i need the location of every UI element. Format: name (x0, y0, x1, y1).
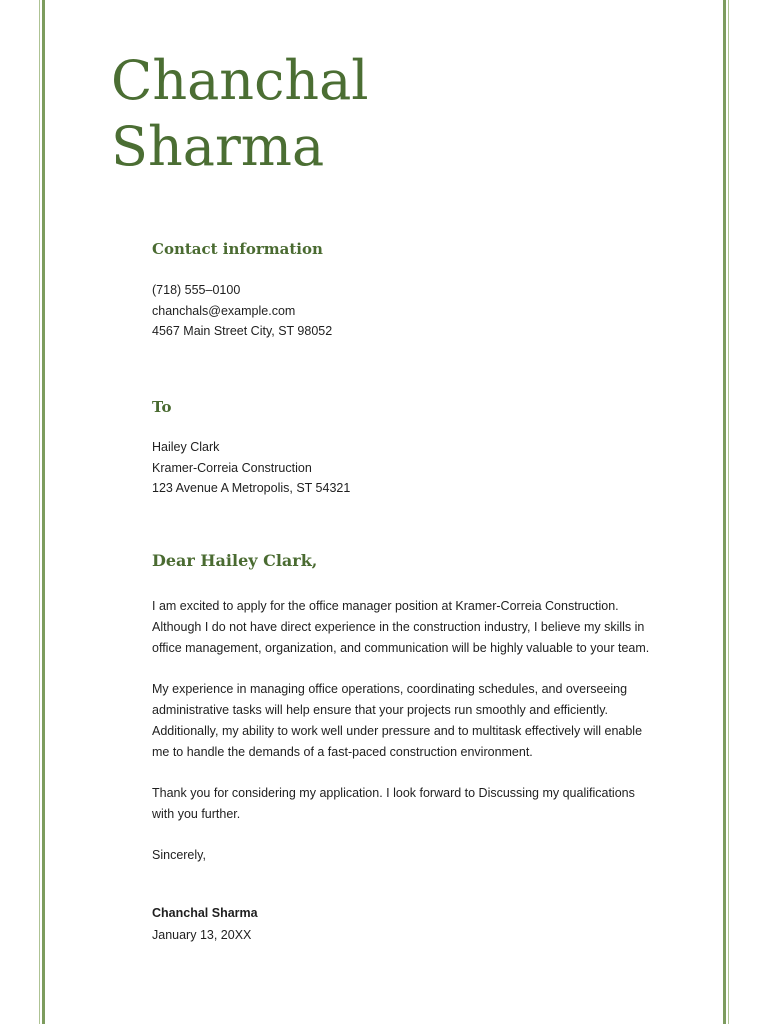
body-paragraph-3: Thank you for considering my application. I look forward to Discussing my qualifications with you further. (152, 786, 635, 821)
contact-information-heading: Contact information (152, 240, 323, 258)
closing: Sincerely, (152, 848, 206, 862)
salutation: Dear Hailey Clark, (152, 551, 318, 570)
frame-line-left-outer (39, 0, 40, 1024)
recipient-heading: To (152, 398, 172, 416)
recipient-name: Hailey Clark (152, 440, 220, 454)
recipient-company: Kramer-Correia Construction (152, 460, 312, 475)
contact-address: 4567 Main Street City, ST 98052 (152, 324, 333, 338)
body-paragraph-2: My experience in managing office operations, coordinating schedules, and overseeing administrative tasks will help ensure that your projects run smoothly and efficiently. Additionally, my ability to work well under pressure and to multitask effectively will enable me to handle the demands of a fast-paced construction environment. (152, 682, 643, 759)
recipient-details (152, 437, 672, 499)
signature-date: January 13, 20XX (152, 928, 252, 942)
contact-details (152, 280, 672, 342)
frame-line-left-inner (42, 0, 45, 1024)
body-paragraph-1: I am excited to apply for the office manager position at Kramer-Correia Construction. Although I do not have direct experience in the construction industry, I believe my skills in office management, organization, and communication will be highly valuable to your team. (152, 599, 650, 655)
author-name-line2: Sharma (111, 115, 325, 178)
author-name-line1: Chanchal (111, 49, 369, 112)
frame-line-right-outer (728, 0, 729, 1024)
contact-email: chanchals@example.com (152, 303, 296, 318)
signature-name: Chanchal Sharma (152, 906, 258, 920)
contact-phone: (718) 555–0100 (152, 283, 241, 297)
recipient-address: 123 Avenue A Metropolis, ST 54321 (152, 481, 351, 495)
author-name-title (111, 48, 369, 180)
frame-line-right-inner (723, 0, 726, 1024)
